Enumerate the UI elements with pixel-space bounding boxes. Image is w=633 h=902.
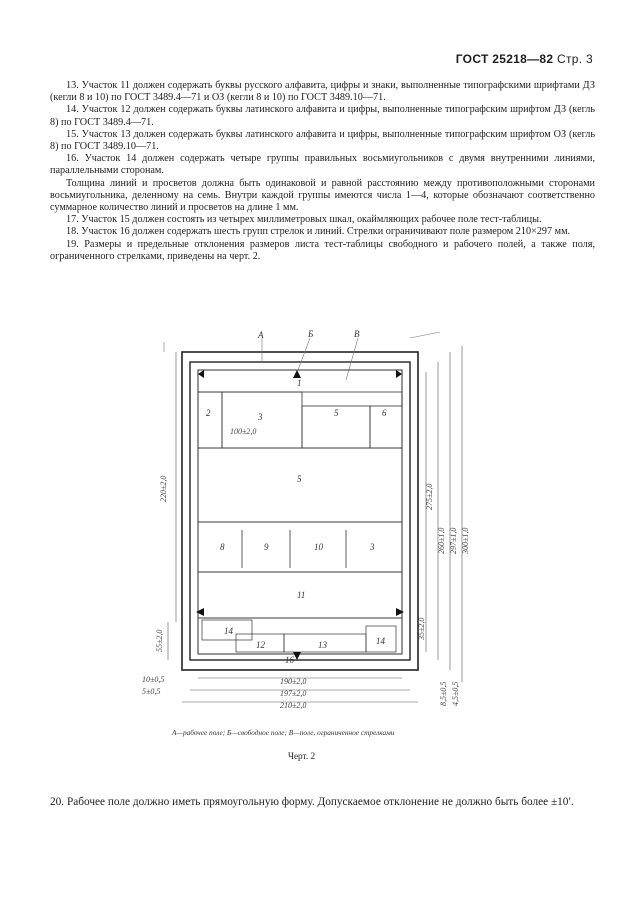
letter-a: А [258, 330, 264, 340]
area-8: 8 [220, 542, 225, 552]
letter-v: В [354, 329, 360, 339]
paragraph-13: 13. Участок 11 должен содержать буквы русского алфавита, цифры и знаки, выполненные типографскими шрифтами ДЗ (кегли 8 и 10) по ГОСТ 3489.4—71 и ОЗ (кегли 8 и 10) по ГОСТ 3489.10—71. [50, 80, 595, 104]
area-9: 9 [264, 542, 269, 552]
dim-275-right: 275±2,0 [425, 483, 434, 510]
figure-title: Черт. 2 [288, 751, 316, 761]
area-11: 11 [297, 590, 306, 600]
dim-197: 197±2,0 [280, 689, 307, 698]
paragraph-19: 19. Размеры и предельные отклонения размеров листа тест-таблицы свободного и рабочего полей, а также поля, ограниченного стрелками, приведены на черт. 2. [50, 238, 595, 262]
paragraph-17: 17. Участок 15 должен состоять из четырех миллиметровых шкал, окаймляющих рабочее поле тест-таблицы. [66, 214, 542, 226]
area-16: 16 [285, 655, 294, 665]
area-3: 3 [258, 412, 263, 422]
area-5: 6 [382, 408, 387, 418]
text-body [50, 80, 595, 263]
dim-260-right: 260±1,0 [437, 527, 446, 554]
arrow-mid-right [396, 608, 404, 616]
standard-number: ГОСТ 25218—82 [455, 52, 554, 66]
area-14a: 14 [224, 626, 233, 636]
letter-b: Б [308, 329, 314, 339]
dim-190: 190±2,0 [280, 677, 307, 686]
drawing-2 [140, 322, 480, 722]
area-13: 13 [318, 640, 327, 650]
working-field-frame [198, 370, 402, 654]
dim-10-left: 10±0,5 [142, 675, 165, 684]
area-12: 12 [256, 640, 265, 650]
paragraph-18: 18. Участок 16 должен содержать шесть групп стрелок и линий. Стрелки ограничивают поле размером 210×297 мм. [66, 226, 571, 238]
dim-5-left: 5±0,5 [142, 687, 161, 696]
arrow-top-left [198, 370, 204, 378]
dim-4-5: 4,5±0,5 [451, 681, 460, 706]
test-table-drawing [140, 322, 480, 722]
area-10: 10 [314, 542, 323, 552]
free-field-frame [190, 362, 410, 660]
dim-100: 100±2,0 [230, 427, 257, 436]
page-number: Стр. 3 [557, 52, 593, 66]
dim-300-right: 300±1,0 [461, 527, 470, 554]
area-6a: 5 [334, 408, 339, 418]
dim-8-5: 8,5±0,5 [439, 681, 448, 706]
dim-35-right: 35±2,0 [417, 617, 426, 640]
dim-297-right: 297±1,0 [449, 527, 458, 554]
paragraph-14: 14. Участок 12 должен содержать буквы латинского алфавита и цифры, выполненные типографским шрифтом ДЗ (кегль 8) по ГОСТ 3489.4—71. [50, 104, 595, 128]
paragraph-16-cont: Толщина линий и просветов должна быть одинаковой и равной расстоянию между противоположными сторонами восьмиугольника, деленному на семь. Внутри каждой группы имеются числа 1—4, которые обозначают соответственно суммарное количество линий и просветов на длине 1 мм. [50, 177, 595, 214]
paragraph-15: 15. Участок 13 должен содержать буквы латинского алфавита и цифры, выполненные типографским шрифтом ОЗ (кегль 8) по ГОСТ 3489.10—71. [50, 128, 595, 153]
paragraph-16: 16. Участок 14 должен содержать четыре группы правильных восьмиугольников с двумя внутренними линиями, параллельными сторонам. [50, 153, 595, 177]
paragraph-20-block [50, 796, 595, 810]
arrow-mid-left [196, 608, 204, 616]
page-header [456, 52, 593, 66]
figure-caption: А—рабочее поле; Б—свободное поле; В—поле, ограниченное стрелками [172, 728, 395, 737]
area-3b: 3 [370, 542, 375, 552]
sheet-frame [182, 352, 418, 670]
area-1: 1 [297, 378, 302, 388]
arrow-top [293, 370, 301, 378]
arrow-bottom [293, 652, 301, 660]
area-6: 5 [297, 474, 302, 484]
area-14b: 14 [376, 636, 385, 646]
dim-220-left: 220±2,0 [159, 475, 168, 502]
dim-55-left: 55±2,0 [155, 629, 164, 652]
arrow-top-right [396, 370, 402, 378]
area-2: 2 [206, 408, 211, 418]
paragraph-20: 20. Рабочее поле должно иметь прямоугольную форму. Допускаемое отклонение не должно быть более ±10′. [50, 796, 574, 808]
dim-210: 210±2,0 [280, 701, 307, 710]
